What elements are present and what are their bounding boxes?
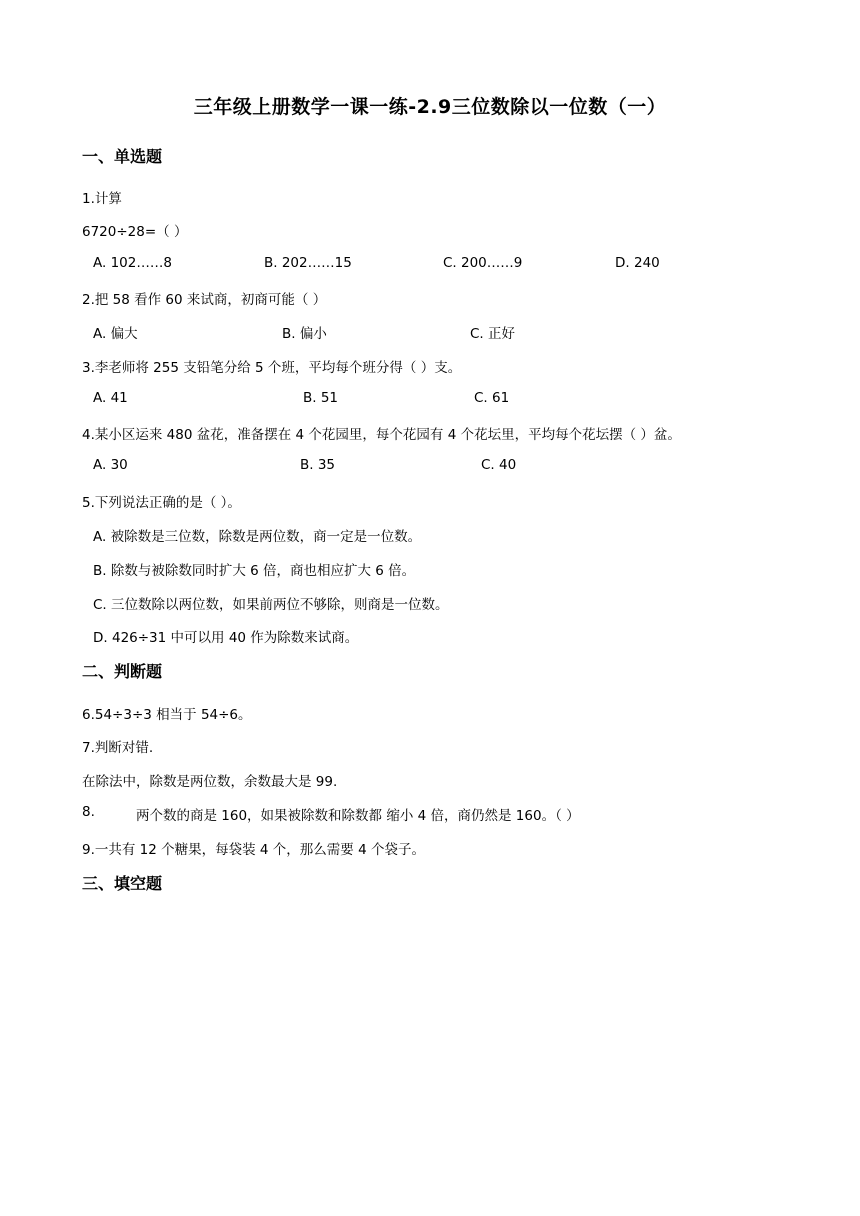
page-title: 三年级上册数学一课一练-2.9三位数除以一位数（一） <box>193 96 667 118</box>
question-5-option-d: D. 426÷31 中可以用 40 作为除数来试商。 <box>93 630 359 646</box>
question-1-stem: 1.计算 <box>82 191 122 207</box>
section-heading-fill-in: 三、填空题 <box>82 874 163 893</box>
question-4-stem: 4.某小区运来 480 盆花，准备摆在 4 个花园里，每个花园有 4 个花坛里，平均每个花坛摆（ ）盆。 <box>82 427 681 443</box>
question-1-option-b: B. 202……15 <box>264 255 352 271</box>
question-2-option-c: C. 正好 <box>470 326 516 342</box>
question-8-number: 8. <box>82 804 95 820</box>
question-1-option-a: A. 102……8 <box>93 255 172 271</box>
question-3-option-c: C. 61 <box>474 390 510 406</box>
question-5-option-b: B. 除数与被除数同时扩大 6 倍，商也相应扩大 6 倍。 <box>93 563 416 579</box>
question-5-option-c: C. 三位数除以两位数，如果前两位不够除，则商是一位数。 <box>93 597 449 613</box>
question-4-option-a: A. 30 <box>93 457 128 473</box>
question-1-option-d: D. 240 <box>615 255 660 271</box>
section-heading-single-choice: 一、单选题 <box>82 147 163 166</box>
question-4-option-b: B. 35 <box>300 457 336 473</box>
section-heading-true-false: 二、判断题 <box>82 662 163 681</box>
question-5-option-a: A. 被除数是三位数，除数是两位数，商一定是一位数。 <box>93 529 422 545</box>
question-8-text: 两个数的商是 160，如果被除数和除数都 缩小 4 倍，商仍然是 160。（ ） <box>136 808 580 824</box>
question-1-expression: 6720÷28=（ ） <box>82 224 188 240</box>
question-4-option-c: C. 40 <box>481 457 517 473</box>
question-7-body: 在除法中，除数是两位数，余数最大是 99. <box>82 774 338 790</box>
question-3-stem: 3.李老师将 255 支铅笔分给 5 个班，平均每个班分得（ ）支。 <box>82 360 462 376</box>
question-9-stem: 9.一共有 12 个糖果，每袋装 4 个，那么需要 4 个袋子。 <box>82 842 425 858</box>
question-2-option-b: B. 偏小 <box>282 326 327 342</box>
question-2-stem: 2.把 58 看作 60 来试商，初商可能（ ） <box>82 292 327 308</box>
question-7-stem: 7.判断对错. <box>82 740 154 756</box>
question-2-option-a: A. 偏大 <box>93 326 138 342</box>
question-6-stem: 6.54÷3÷3 相当于 54÷6。 <box>82 707 252 723</box>
question-3-option-b: B. 51 <box>303 390 339 406</box>
question-5-stem: 5.下列说法正确的是（ ）。 <box>82 495 241 511</box>
question-3-option-a: A. 41 <box>93 390 128 406</box>
question-1-option-c: C. 200……9 <box>443 255 523 271</box>
